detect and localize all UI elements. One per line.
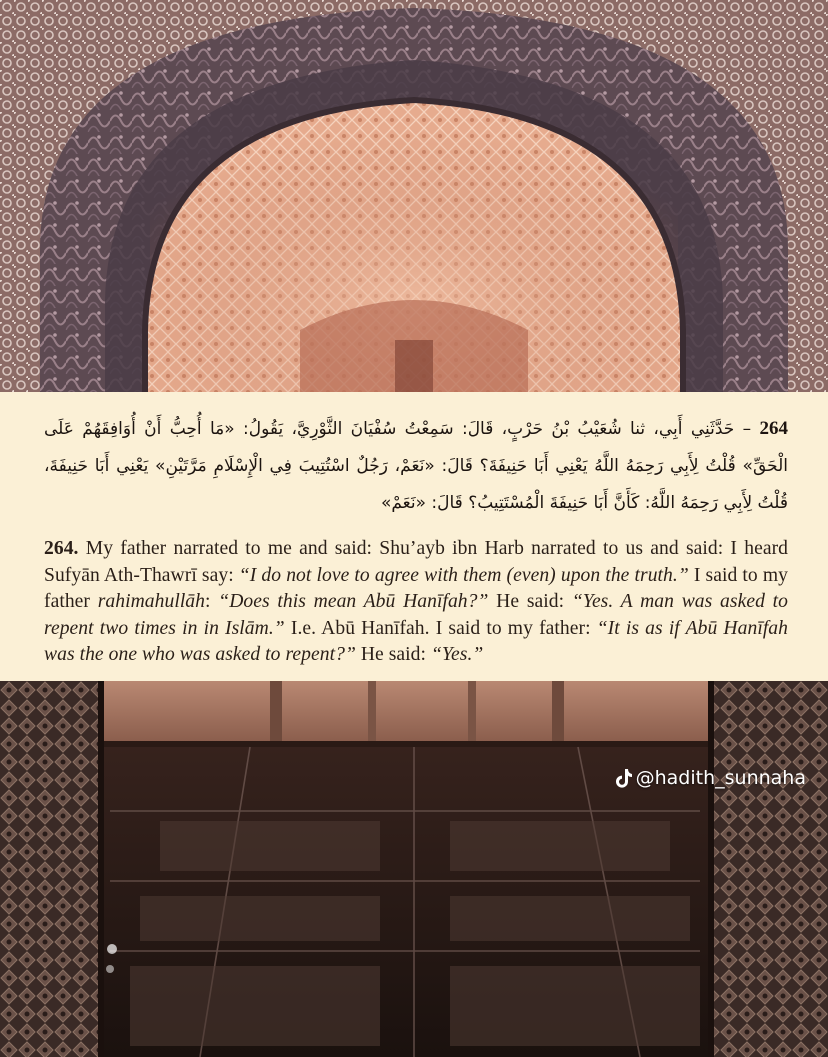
english-text-part: I.e. Abū Hanīfah. I said to my father: [284,617,597,639]
english-hadith-number: 264. [44,538,79,559]
english-quote: “I do not love to agree with them (even) upon the truth.” [238,564,689,586]
english-quote: “Does this mean Abū Hanīfah?” [218,591,489,612]
english-quote: “Yes.” [430,644,484,665]
hadith-text-panel [0,392,828,681]
tiktok-icon [615,768,633,788]
english-text-part: He said: [488,591,572,612]
english-quote: “It is as if Abū Hanīfah was the one who was asked to repent?” [44,617,789,665]
english-text-part: He said: [355,644,431,665]
tiktok-watermark [615,767,806,789]
english-honorific: rahimahullāh [97,591,206,612]
arabic-text [44,410,788,522]
english-quote: “Yes. A man was asked to repent two times in in Islām.” [44,591,788,639]
corridor-photo [0,681,828,1057]
english-text-part: My father narrated to me and said: Shu’ayb ibn Harb narrated to us and said: I heard Sufyān Ath-Thawrī say: [44,538,788,586]
arabic-hadith-body: – حَدَّثَنِي أَبِي، ثنا شُعَيْبُ بْنُ حَرْبٍ، قَالَ: سَمِعْتُ سُفْيَانَ الثَّوْرِيَّ، يَقُولُ: «مَا أُحِبُّ أَنْ أُوَافِقَهُمْ عَلَى الْحَقِّ» قُلْتُ لِأَبِي رَحِمَهُ اللَّهُ يَعْنِي أَبَا حَنِيفَةَ؟ قَالَ: «نَعَمْ، رَجُلٌ اسْتُتِيبَ فِي الْإِسْلَامِ مَرَّتَيْنِ» يَعْنِي أَبَا حَنِيفَةَ، قُلْتُ لِأَبِي رَحِمَهُ اللَّهُ: كَأَنَّ أَبَا حَنِيفَةَ الْمُسْتَتِيبُ؟ قَالَ: «نَعَمْ» [44,419,788,513]
english-text-part: I said to my father [44,564,788,612]
arch-photo [0,0,828,392]
english-translation [44,536,788,669]
watermark-handle: @hadith_sunnaha [635,767,806,789]
english-text-part: : [205,591,219,612]
arabic-hadith-number: 264 [759,418,788,439]
